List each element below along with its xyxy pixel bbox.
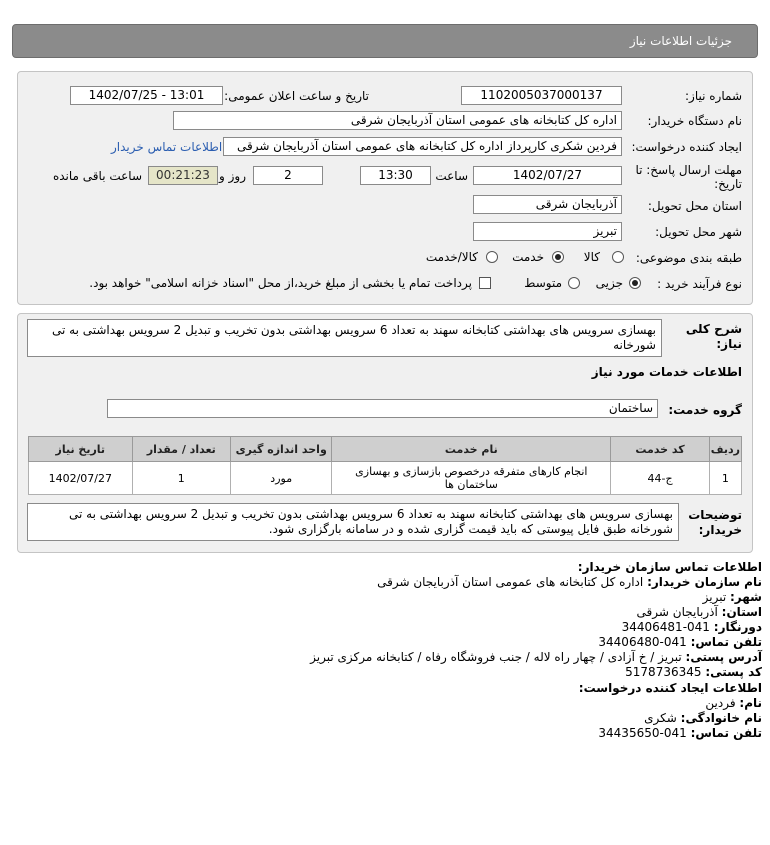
creator-name: نام: فردین [705, 696, 762, 710]
requester-field: فردین شکری کارپرداز اداره کل کتابخانه های عمومی استان آذربایجان شرقی [223, 137, 622, 156]
province-field: آذربایجان شرقی [473, 195, 622, 214]
treasury-payment-checkbox[interactable] [479, 277, 491, 289]
page-title: جزئیات اطلاعات نیاز [629, 34, 732, 48]
city-field: تبریز [473, 222, 622, 241]
announce-label: تاریخ و ساعت اعلان عمومی: [224, 89, 369, 103]
deadline-date-field: 1402/07/27 [473, 166, 622, 185]
cell-unit: مورد [231, 462, 332, 495]
col-unit: واحد اندازه گیری [231, 437, 332, 462]
deadline-date-label: تاریخ: [714, 177, 742, 191]
contact-postal: کد پستی: 5178736345 [625, 665, 762, 679]
col-date: تاریخ نیاز [29, 437, 133, 462]
summary-text: بهسازی سرویس های بهداشتی کتابخانه سهند به تعداد 6 سرویس بهداشتی بدون تخریب و تبدیل 2 سرویس بهداشتی به تی شورخانه [27, 319, 662, 357]
announce-field: 1402/07/25 - 13:01 [70, 86, 223, 105]
summary-label: شرح کلی [685, 322, 742, 336]
contact-org: نام سازمان خریدار: اداره کل کتابخانه های عمومی استان آذربایجان شرقی [377, 575, 762, 589]
need-number-field: 1102005037000137 [461, 86, 622, 105]
process-option-medium: متوسط [524, 276, 562, 290]
contact-address: آدرس پستی: تبریز / خ آزادی / چهار راه لاله / جنب فروشگاه رفاه / کتابخانه مرکزی تبریز [310, 650, 762, 664]
days-field: 2 [253, 166, 323, 185]
remaining-time-field: 00:21:23 [148, 166, 218, 185]
cell-row: 1 [709, 462, 741, 495]
page-header [12, 24, 758, 58]
notes-label: توضیحات [688, 508, 742, 522]
process-radio-minor[interactable] [629, 277, 641, 289]
need-number-label: شماره نیاز: [685, 89, 742, 103]
cell-date: 1402/07/27 [29, 462, 133, 495]
contact-fax: دورنگار: 041-34406481 [621, 620, 762, 634]
process-radio-medium[interactable] [568, 277, 580, 289]
category-label: طبقه بندی موضوعی: [635, 251, 742, 265]
cell-qty: 1 [132, 462, 230, 495]
buyer-org-label: نام دستگاه خریدار: [647, 114, 742, 128]
category-option-goods: کالا [583, 250, 600, 264]
deadline-time-field: 13:30 [360, 166, 431, 185]
requester-label: ایجاد کننده درخواست: [631, 140, 742, 154]
contact-heading: اطلاعات تماس سازمان خریدار: [577, 560, 762, 574]
category-radio-service[interactable] [552, 251, 564, 263]
cell-code: ج-44 [611, 462, 710, 495]
process-label: نوع فرآیند خرید : [657, 277, 742, 291]
col-code: کد خدمت [611, 437, 710, 462]
col-name: نام خدمت [332, 437, 611, 462]
col-row: ردیف [709, 437, 741, 462]
services-table [28, 436, 742, 495]
contact-city: شهر: تبریز [702, 590, 762, 604]
summary-label-2: نیاز: [716, 337, 742, 351]
category-radio-goods[interactable] [612, 251, 624, 263]
payment-note: پرداخت تمام یا بخشی از مبلغ خرید،از محل "اسناد خزانه اسلامی" خواهد بود. [89, 276, 472, 290]
contact-info-link[interactable]: اطلاعات تماس خریدار [111, 140, 223, 154]
contact-phone: تلفن تماس: 041-34406480 [598, 635, 762, 649]
service-group-field: ساختمان [107, 399, 658, 418]
creator-phone: تلفن تماس: 041-34435650 [598, 726, 762, 740]
contact-province: استان: آذربایجان شرقی [636, 605, 762, 619]
col-qty: تعداد / مقدار [132, 437, 230, 462]
notes-text: بهسازی سرویس های بهداشتی کتابخانه سهند به تعداد 6 سرویس بهداشتی بدون تخریب و تبدیل 2 سرویس بهداشتی به تی شورخانه طبق فایل پیوستی که باید قیمت گزاری شده و در سامانه بارگزاری شود. [27, 503, 679, 541]
buyer-org-field: اداره کل کتابخانه های عمومی استان آذربایجان شرقی [173, 111, 622, 130]
services-heading: اطلاعات خدمات مورد نیاز [591, 365, 742, 379]
table-row [29, 462, 742, 495]
category-radio-goods-service[interactable] [486, 251, 498, 263]
deadline-label: مهلت ارسال پاسخ: تا [635, 163, 742, 177]
category-option-service: خدمت [512, 250, 544, 264]
creator-family: نام خانوادگی: شکری [644, 711, 762, 725]
notes-label-2: خریدار: [698, 523, 742, 537]
city-label: شهر محل تحویل: [655, 225, 742, 239]
need-info-panel [17, 71, 753, 305]
remaining-label: ساعت باقی مانده [52, 169, 142, 183]
province-label: استان محل تحویل: [647, 199, 742, 213]
cell-name: انجام کارهای متفرقه درخصوص بازسازی و بهسازی ساختمان ها [332, 462, 611, 495]
process-option-minor: جزیی [595, 276, 623, 290]
days-label: روز و [219, 169, 246, 183]
creator-heading: اطلاعات ایجاد کننده درخواست: [578, 681, 762, 695]
service-group-label: گروه خدمت: [668, 403, 742, 417]
category-option-goods-service: کالا/خدمت [425, 250, 478, 264]
time-label: ساعت [435, 169, 468, 183]
